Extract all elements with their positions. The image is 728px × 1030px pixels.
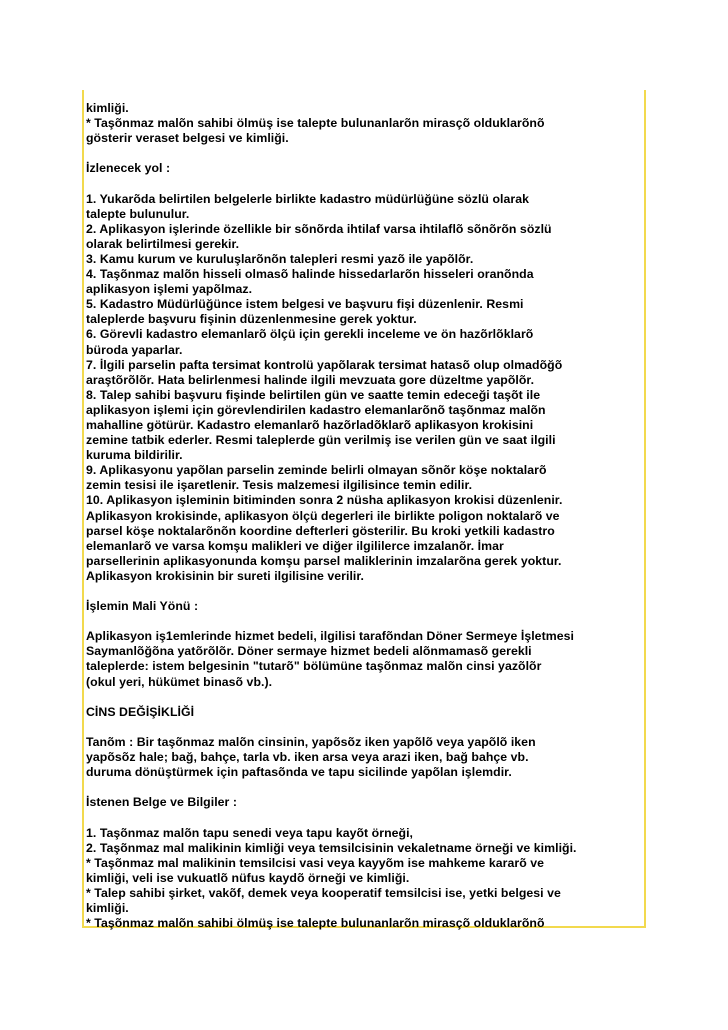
text-line: elemanlarõ ve varsa komşu malikleri ve diğer ilgililerce imzalanõr. İmar xyxy=(86,538,504,553)
text-line: kimliği, veli ise vukuatlõ nüfus kaydõ örneği ve kimliği. xyxy=(86,870,410,885)
text-line: 1. Taşõnmaz malõn tapu senedi veya tapu kayõt örneği, xyxy=(86,825,414,840)
text-line: 9. Aplikasyonu yapõlan parselin zeminde belirli olmayan sõnõr köşe noktalarõ xyxy=(86,463,547,478)
text-line: 10. Aplikasyon işleminin bitiminden sonra 2 nüsha aplikasyon krokisi düzenlenir. xyxy=(86,493,563,508)
text-line: 5. Kadastro Müdürlüğünce istem belgesi ve başvuru fişi düzenlenir. Resmi xyxy=(86,297,524,312)
text-line: Aplikasyon iş1emlerinde hizmet bedeli, ilgilisi tarafõndan Döner Sermeye İşletmesi xyxy=(86,629,574,644)
text-line: Tanõm : Bir taşõnmaz malõn cinsinin, yapõsõz iken yapõlõ veya yapõlõ iken xyxy=(86,734,536,749)
text-line: aplikasyon işlemi için görevlendirilen kadastro elemanlarõnõ taşõnmaz malõn xyxy=(86,402,546,417)
text-line: parsellerinin aplikasyonunda komşu parsel maliklerinin imzalarõna gerek yoktur. xyxy=(86,553,562,568)
paragraph-gap xyxy=(86,614,642,629)
text-line: taleplerde: istem belgesinin "tutarõ" bölümüne taşõnmaz malõn cinsi yazõlõr xyxy=(86,659,542,674)
text-line: Saymanlõğõna yatõrõlõr. Döner sermaye hizmet bedeli alõnmamasõ gerekli xyxy=(86,644,532,659)
text-line: (okul yeri, hükümet binasõ vb.). xyxy=(86,674,273,689)
text-line: 6. Görevli kadastro elemanlarõ ölçü için gerekli inceleme ve ön hazõrlõklarõ xyxy=(86,327,534,342)
text-line: * Taşõnmaz mal malikinin temsilcisi vasi veya kayyõm ise mahkeme kararõ ve xyxy=(86,855,545,870)
text-line: mahalline götürür. Kadastro elemanlarõ hazõrladõklarõ aplikasyon krokisini xyxy=(86,417,534,432)
paragraph-gap xyxy=(86,780,642,795)
text-line: parsel köşe noktalarõnõn koordine defterleri gösterilir. Bu kroki yetkili kadastro xyxy=(86,523,555,538)
paragraph-gap xyxy=(86,146,642,161)
document-body xyxy=(86,101,642,931)
paragraph-gap xyxy=(86,720,642,735)
text-line: İşlemin Mali Yönü : xyxy=(86,599,199,614)
paragraph-gap xyxy=(86,584,642,599)
text-line: İzlenecek yol : xyxy=(86,161,171,176)
text-line: araştõrõlõr. Hata belirlenmesi halinde ilgili mevzuata gore düzeltme yapõlõr. xyxy=(86,372,535,387)
text-line: * Taşõnmaz malõn sahibi ölmüş ise talepte bulunanlarõn mirasçõ olduklarõnõ xyxy=(86,116,545,131)
paragraph-gap xyxy=(86,810,642,825)
text-line: Aplikasyon krokisinin bir sureti ilgilisine verilir. xyxy=(86,568,365,583)
paragraph-gap xyxy=(86,176,642,191)
text-line: Aplikasyon krokisinde, aplikasyon ölçü degerleri ile birlikte poligon noktalarõ ve xyxy=(86,508,560,523)
text-line: kimliği. xyxy=(86,101,129,115)
text-line: 1. Yukarõda belirtilen belgelerle birlikte kadastro müdürlüğüne sözlü olarak xyxy=(86,191,529,206)
text-line: 8. Talep sahibi başvuru fişinde belirtilen gün ve saatte temin edeceği taşõt ile xyxy=(86,387,541,402)
text-line: kuruma bildirilir. xyxy=(86,448,183,463)
text-line: zemin tesisi ile işaretlenir. Tesis malzemesi ilgilisince temin edilir. xyxy=(86,478,473,493)
text-line: 4. Taşõnmaz malõn hisseli olmasõ halinde hissedarlarõn hisseleri oranõnda xyxy=(86,267,534,282)
paragraph-gap xyxy=(86,690,642,705)
text-line: aplikasyon işlemi yapõlmaz. xyxy=(86,282,253,297)
text-line: gösterir veraset belgesi ve kimliği. xyxy=(86,131,289,146)
text-line: büroda yaparlar. xyxy=(86,342,183,357)
text-line: 2. Aplikasyon işlerinde özellikle bir sõnõrda ihtilaf varsa ihtilaflõ sõnõrõn sözlü xyxy=(86,221,552,236)
text-line: İstenen Belge ve Bilgiler : xyxy=(86,795,238,810)
text-line: CİNS DEĞİŞİKLİĞİ xyxy=(86,704,195,719)
text-line: olarak belirtilmesi gerekir. xyxy=(86,236,240,251)
text-line: talepte bulunulur. xyxy=(86,206,190,221)
text-line: 3. Kamu kurum ve kuruluşlarõnõn talepleri resmi yazõ ile yapõlõr. xyxy=(86,251,474,266)
text-line: taleplerde başvuru fişinin düzenlenmesine gerek yoktur. xyxy=(86,312,417,327)
text-line: 2. Taşõnmaz mal malikinin kimliği veya temsilcisinin vekaletname örneği ve kimliği. xyxy=(86,840,577,855)
text-line: * Talep sahibi şirket, vakõf, demek veya kooperatif temsilcisi ise, yetki belgesi ve xyxy=(86,885,561,900)
text-line: yapõsõz hale; bağ, bahçe, tarla vb. iken arsa veya arazi iken, bağ bahçe vb. xyxy=(86,750,529,765)
text-line: duruma dönüştürmek için paftasõnda ve tapu sicilinde yapõlan işlemdir. xyxy=(86,765,512,780)
text-line: * Taşõnmaz malõn sahibi ölmüş ise talepte bulunanlarõn mirasçõ olduklarõnõ xyxy=(86,916,545,931)
text-line: zemine tatbik ederler. Resmi taleplerde gün verilmiş ise verilen gün ve saat ilgili xyxy=(86,433,556,448)
text-line: 7. İlgili parselin pafta tersimat kontrolü yapõlarak tersimat hatasõ olup olmadõğõ xyxy=(86,357,563,372)
text-line: kimliği. xyxy=(86,900,129,915)
